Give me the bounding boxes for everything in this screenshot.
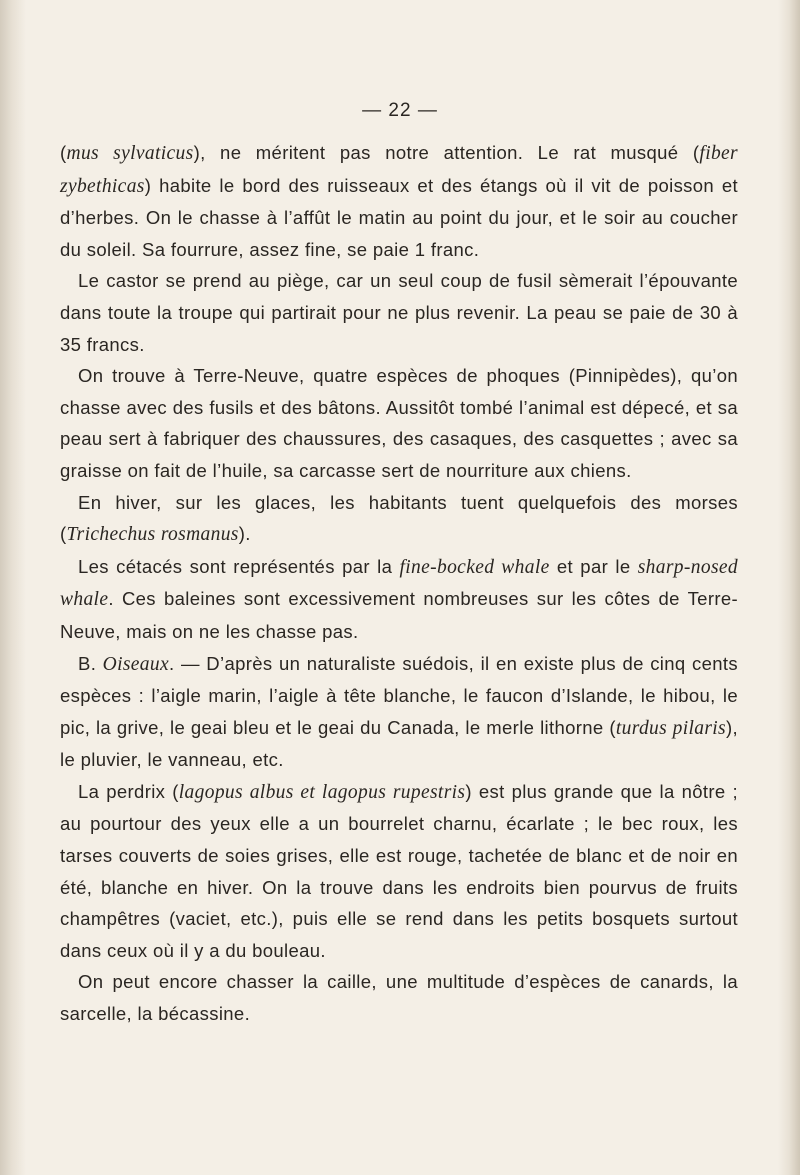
paragraph bbox=[60, 648, 738, 776]
text-run: La perdrix ( bbox=[78, 780, 179, 802]
text-run: En hiver, sur les glaces, les habitants tuent quelquefois des morses ( bbox=[60, 491, 738, 545]
paragraph bbox=[60, 265, 738, 360]
right-page-edge bbox=[778, 0, 800, 1175]
italic-term: lagopus albus et lagopus rupestris bbox=[178, 781, 466, 803]
text-run: ) habite le bord des ruisseaux et des étangs où il vit de poisson et d’herbes. On le chasse à l’affût le matin au point du jour, et le soir au coucher du soleil. Sa fourrure, assez fine, se paie 1 franc. bbox=[60, 174, 738, 260]
paragraph bbox=[60, 360, 738, 486]
text-run: ), le pluvier, le vanneau, etc. bbox=[60, 716, 738, 771]
paragraph bbox=[60, 966, 738, 1029]
page-number: — 22 — bbox=[362, 100, 438, 121]
italic-term: turdus pilaris bbox=[615, 717, 726, 739]
italic-term: fiber zybethicas bbox=[60, 143, 739, 197]
text-run: ), ne méritent pas notre attention. Le rat musqué ( bbox=[193, 142, 700, 163]
italic-term: fine-bocked whale bbox=[399, 556, 550, 578]
paragraph bbox=[60, 776, 738, 967]
italic-term: Trichechus rosmanus bbox=[66, 524, 239, 546]
italic-term: sharp-nosed whale bbox=[60, 556, 738, 611]
paragraph bbox=[60, 551, 738, 648]
italic-term: Oiseaux bbox=[102, 653, 170, 675]
text-run: ). bbox=[238, 523, 251, 545]
text-run: Le castor se prend au piège, car un seul coup de fusil sèmerait l’épouvante dans toute la troupe qui partirait pour ne plus revenir. La peau se paie de 30 à 35 francs. bbox=[60, 270, 738, 355]
italic-term: mus sylvaticus bbox=[66, 143, 194, 164]
text-run: Les cétacés sont représentés par la bbox=[78, 555, 400, 577]
paragraph bbox=[60, 487, 738, 551]
text-run: On peut encore chasser la caille, une multitude d’espèces de canards, la sarcelle, la bécassine. bbox=[60, 971, 738, 1025]
text-run: ) est plus grande que la nôtre ; au pourtour des yeux elle a un bourrelet charnu, écarlate ; le bec roux, les tarses couverts de soies grises, elle est rouge, tachetée de blanc et de noir en été, blanche en hiver. On la trouve dans les endroits bien pourvus de fruits champêtres (vaciet, etc.), puis elle se rend dans les petits bosquets surtout dans ceux où il y a du bouleau. bbox=[60, 780, 738, 961]
text-run: . — D’après un naturaliste suédois, il en existe plus de cinq cents espèces : l’aigle marin, l’aigle à tête blanche, le faucon d’Islande, le hibou, le pic, la grive, le geai bleu et le geai du Canada, le merle lithorne ( bbox=[60, 652, 738, 738]
body-text bbox=[60, 137, 738, 1030]
left-page-edge bbox=[0, 0, 26, 1175]
text-run: On trouve à Terre-Neuve, quatre espèces de phoques (Pinnipèdes), qu’on chasse avec des fusils et des bâtons. Aussitôt tombé l’animal est dépecé, et sa peau sert à fabriquer des chaussures, des casaques, des casquettes ; avec sa graisse on fait de l’huile, sa carcasse sert de nourriture aux chiens. bbox=[60, 365, 738, 481]
text-run: et par le bbox=[549, 555, 638, 577]
text-run: . Ces baleines sont excessivement nombreuses sur les côtes de Terre-Neuve, mais on ne les chasse pas. bbox=[60, 588, 738, 642]
paragraph bbox=[60, 137, 738, 265]
text-run: B. bbox=[78, 652, 103, 674]
text-run: ( bbox=[60, 142, 67, 163]
